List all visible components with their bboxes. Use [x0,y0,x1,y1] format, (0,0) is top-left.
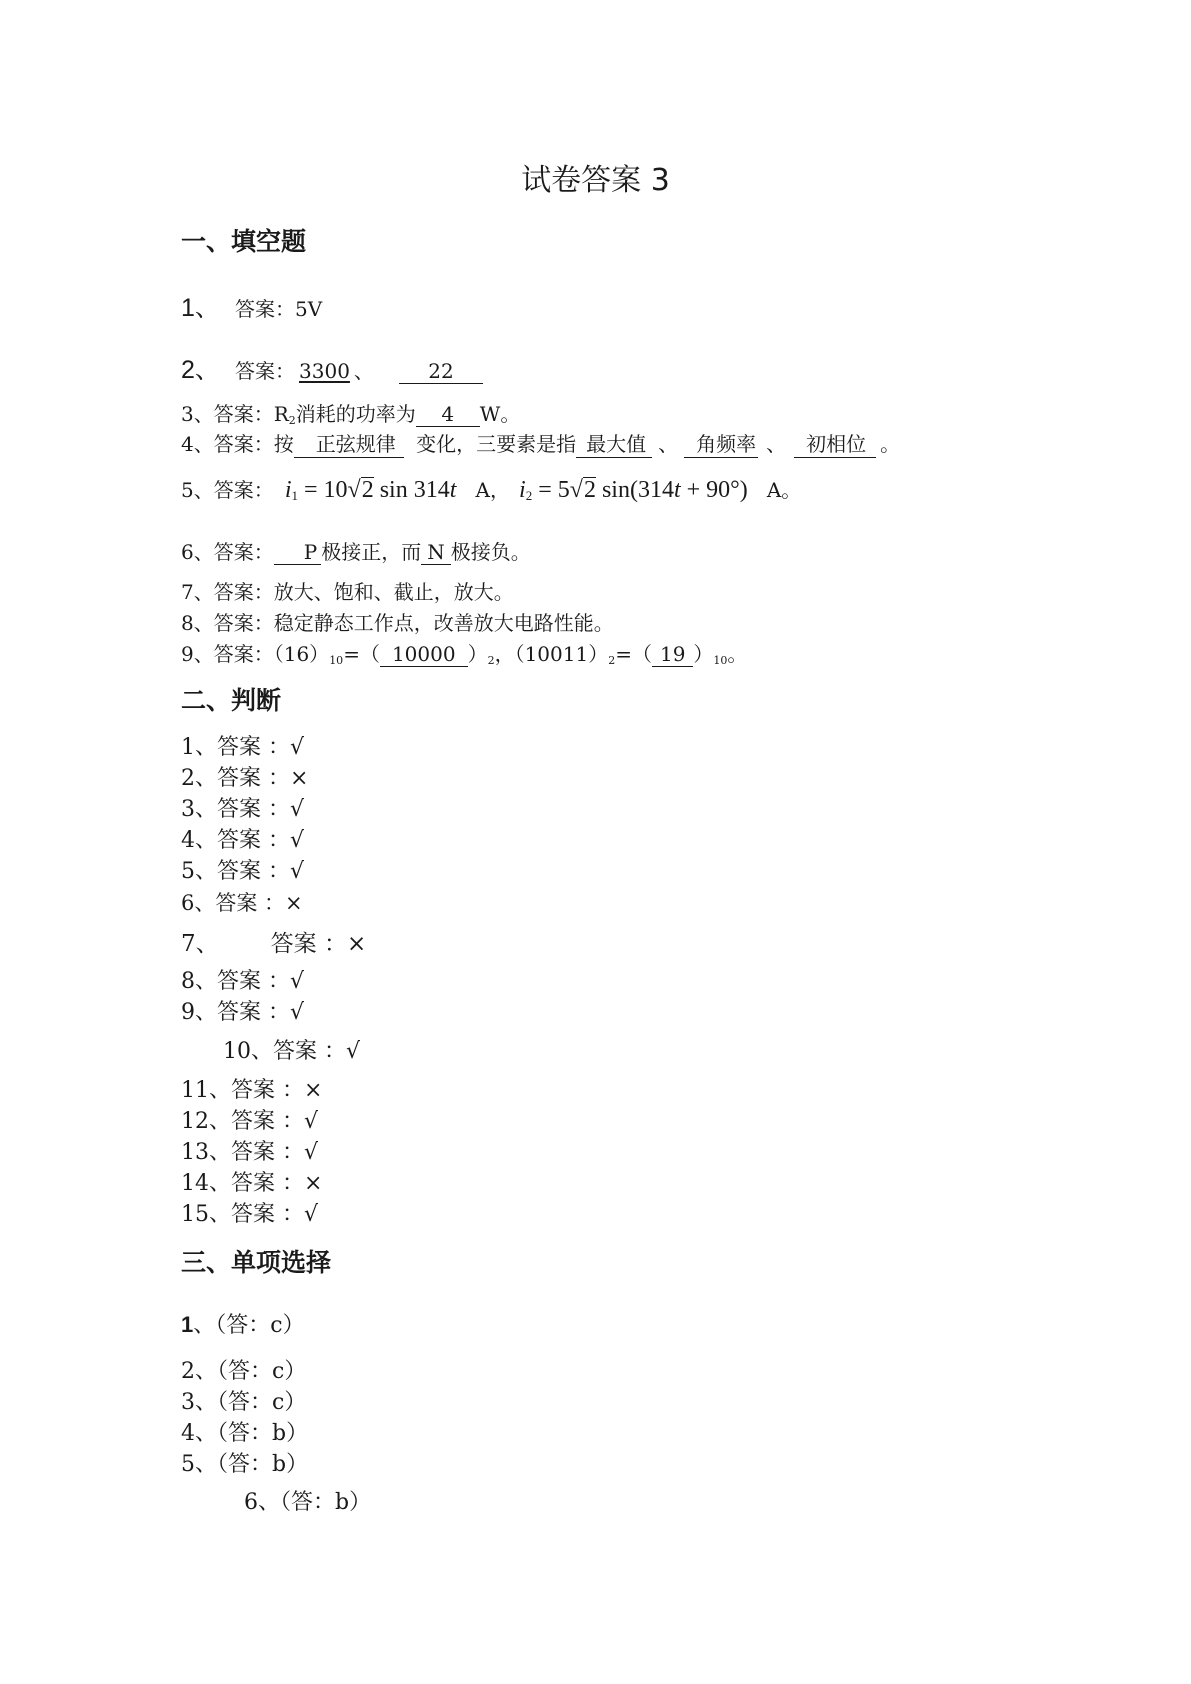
i2-t: t [673,477,681,503]
q2-label: 答案： [235,359,296,383]
q4-answer-1: 正弦规律 [294,428,404,458]
q9-answer-1: 10000 [380,642,468,667]
judge-item: 11、答案 ：× [181,1078,323,1103]
judge-item [181,925,366,958]
q2-answer-2: 22 [399,359,483,384]
choice-item-number: 1 [181,1312,194,1337]
q2-number: 2 [181,356,195,384]
fill-q1 [181,288,322,324]
q9-sub-1: 10 [329,654,344,667]
fill-q5 [181,474,801,504]
judge-item: 9、答案 ：√ [181,1000,305,1025]
choice-item: 2、（答：c） [181,1359,307,1384]
q4-sep-2: 、 [766,432,787,456]
fill-q7: 7、答案：放大、饱和、截止，放大。 [181,580,514,604]
fill-q8: 8、答案：稳定静态工作点，改善放大电路性能。 [181,611,614,635]
i2-sub: 2 [525,488,533,503]
judge-item: 12、答案 ：√ [181,1109,319,1134]
i2-eq: = 5 [538,477,570,503]
q5-i2-unit: A。 [766,478,802,502]
judge-item: 2、答案 ：× [181,766,309,791]
fill-q3 [181,398,520,427]
q1-number: 1 [181,294,195,322]
section-heading-single-choice: 三、单项选择 [181,1248,332,1277]
q9-sub-4: 10 [713,654,728,667]
q9-sub-3: 2 [608,654,616,667]
judge-item: 1、答案 ：√ [181,735,305,760]
i1-sub: 1 [291,488,298,503]
q5-prefix: 5、答案： [181,478,274,502]
q2-answer-1: 3300 [299,359,350,383]
judge-item: 8、答案 ：√ [181,969,305,994]
i2-radicand: 2 [583,477,596,503]
q6-answer-2: N [421,540,451,565]
q3-unit: W。 [479,402,521,426]
i1-t: t [449,477,457,503]
q4-prefix: 4、答案：按 [181,432,294,456]
choice-item: 5、（答：b） [181,1452,309,1477]
choice-item: 3、（答：c） [181,1390,307,1415]
fill-q4 [181,428,900,458]
q9-answer-2: 19 [652,642,693,667]
fill-q2 [181,350,483,386]
q4-end: 。 [880,432,901,456]
q6-answer-1: P [274,540,321,565]
choice-item [181,1308,305,1339]
section-heading-judge: 二、判断 [181,686,282,715]
q1-sep: 、 [194,294,220,322]
judge-item: 4、答案 ：√ [181,828,305,853]
q6-prefix: 6、答案： [181,540,274,564]
section-heading-fill-blank: 一、填空题 [181,227,307,256]
i2-var: i [519,477,526,503]
i1-var: i [284,477,292,503]
fill-q6 [181,536,531,565]
i1-rest: sin 314 [379,477,450,503]
q4-sep-1: 、 [658,432,679,456]
judge-item: 5、答案 ：√ [181,859,305,884]
i1-eq: = 10 [304,477,348,503]
judge-item: 6、答案 ：× [181,891,303,915]
choice-item: 4、（答：b） [181,1421,309,1446]
i1-radicand: 2 [361,477,374,503]
q4-answer-4: 初相位 [794,428,876,458]
q3-prefix: 3、答案：R [181,402,289,426]
judge-item-text: 答案 ：× [270,931,367,957]
q3-subscript: 2 [288,414,296,427]
i2-rest-1: sin(314 [601,477,674,503]
q3-mid: 消耗的功率为 [295,402,416,426]
q3-value: 4 [416,402,480,427]
q4-mid: 变化，三要素是指 [416,432,577,456]
judge-item: 3、答案 ：√ [181,797,305,822]
q6-end: 极接负。 [450,540,531,564]
q9-mid: ，（10011） [494,642,609,666]
page-title: 试卷答案 3 [521,163,670,198]
q2-mid: 、 [353,359,374,383]
q5-formula-i1 [285,477,457,503]
i2-rest-2: + 90°) [686,477,748,503]
q9-sub-2: 2 [487,654,495,667]
q4-answer-2: 最大值 [576,428,652,458]
judge-item: 10、答案 ：√ [223,1039,361,1064]
q5-formula-i2 [519,477,748,503]
q1-label: 答案： [235,297,296,321]
judge-item: 13、答案 ：√ [181,1140,319,1165]
fill-q9 [181,638,747,667]
choice-item: 6、（答：b） [244,1490,372,1515]
choice-item-text: 、（答：c） [193,1313,305,1338]
q9-prefix: 9、答案：（16） [181,642,330,666]
q9-eq-2: =（ [615,642,652,666]
q1-value: 5V [295,297,323,321]
q9-close-2: ） [693,642,714,666]
q2-sep: 、 [194,356,220,384]
q5-i1-unit: A， [475,478,510,502]
q9-end: 。 [727,642,748,666]
judge-item: 15、答案 ：√ [181,1202,319,1227]
sqrt-sign-icon: √ [569,477,583,503]
q4-answer-3: 角频率 [684,428,758,458]
q9-eq-1: =（ [343,642,380,666]
q6-mid: 极接正，而 [321,540,422,564]
judge-item-number: 7、 [181,931,219,957]
q9-close-1: ） [467,642,488,666]
sqrt-sign-icon: √ [347,477,361,503]
judge-item: 14、答案 ：× [181,1171,323,1196]
